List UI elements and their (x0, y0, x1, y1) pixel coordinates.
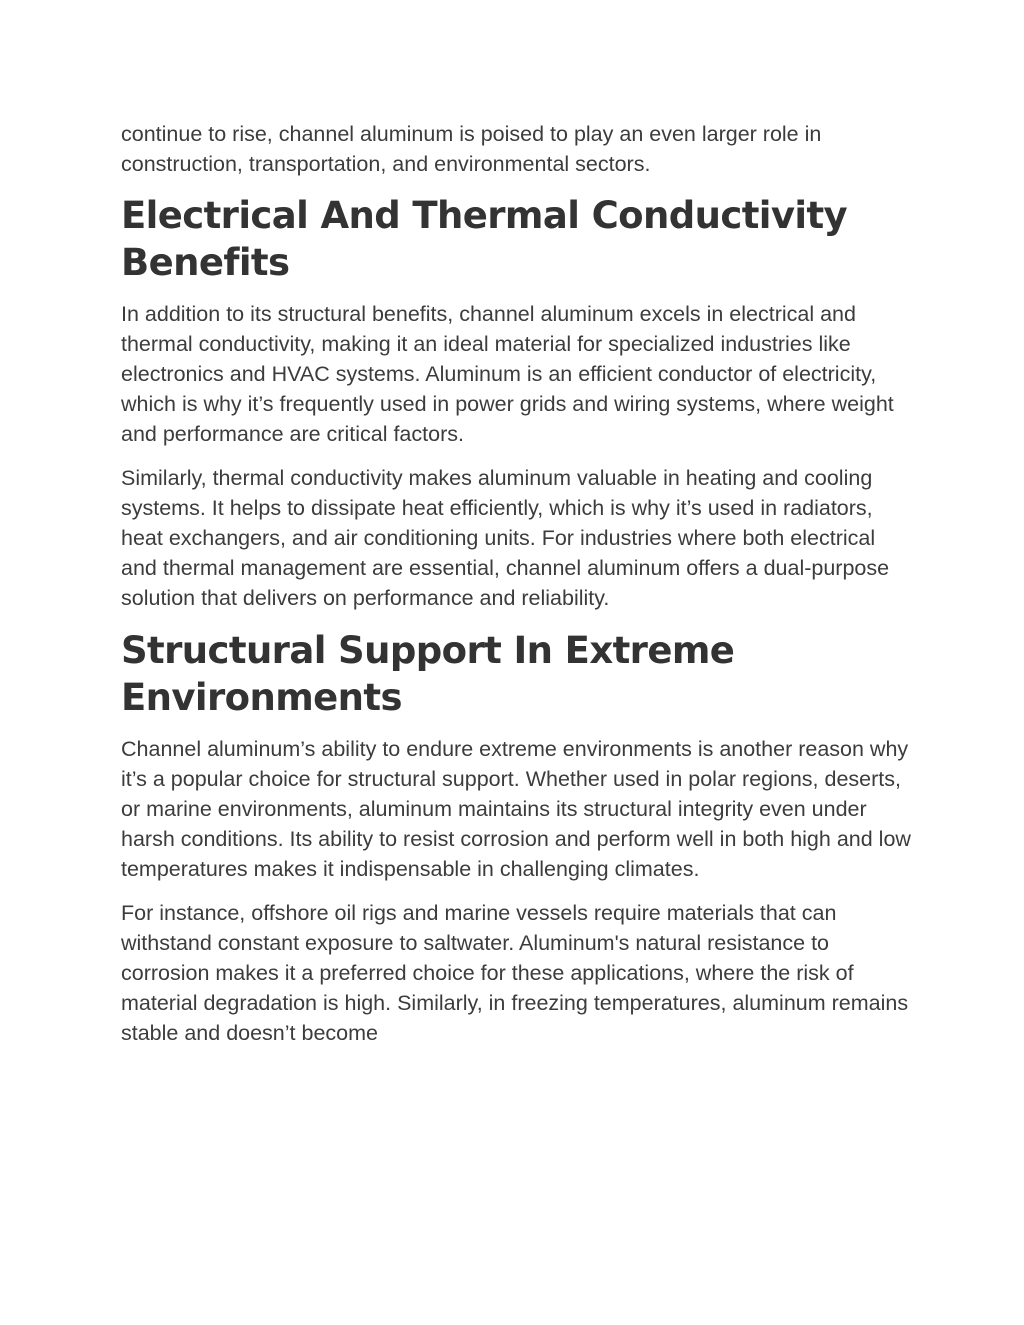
section-heading-conductivity: Electrical And Thermal Conductivity Benefits (121, 194, 848, 284)
document-page (121, 119, 911, 1048)
intro-paragraph: continue to rise, channel aluminum is poised to play an even larger role in construction, transportation, and environmental sectors. (121, 122, 822, 176)
paragraph-extreme-2: For instance, offshore oil rigs and marine vessels require materials that can withstand constant exposure to saltwater. Aluminum's natural resistance to corrosion makes it a preferred choice for these applications, where the risk of material degradation is high. Similarly, in freezing temperatures, aluminum remains stable and doesn’t become (121, 901, 909, 1045)
paragraph-conductivity-1: In addition to its structural benefits, channel aluminum excels in electrical and thermal conductivity, making it an ideal material for specialized industries like electronics and HVAC systems. Aluminum is an efficient conductor of electricity, which is why it’s frequently used in power grids and wiring systems, where weight and performance are critical factors. (121, 302, 894, 446)
paragraph-extreme-1: Channel aluminum’s ability to endure extreme environments is another reason why it’s a popular choice for structural support. Whether used in polar regions, deserts, or marine environments, aluminum maintains its structural integrity even under harsh conditions. Its ability to resist corrosion and perform well in both high and low temperatures makes it indispensable in challenging climates. (121, 737, 911, 881)
paragraph-conductivity-2: Similarly, thermal conductivity makes aluminum valuable in heating and cooling systems. It helps to dissipate heat efficiently, which is why it’s used in radiators, heat exchangers, and air conditioning units. For industries where both electrical and thermal management are essential, channel aluminum offers a dual-purpose solution that delivers on performance and reliability. (121, 466, 890, 610)
section-heading-extreme-environments: Structural Support In Extreme Environments (121, 629, 735, 719)
